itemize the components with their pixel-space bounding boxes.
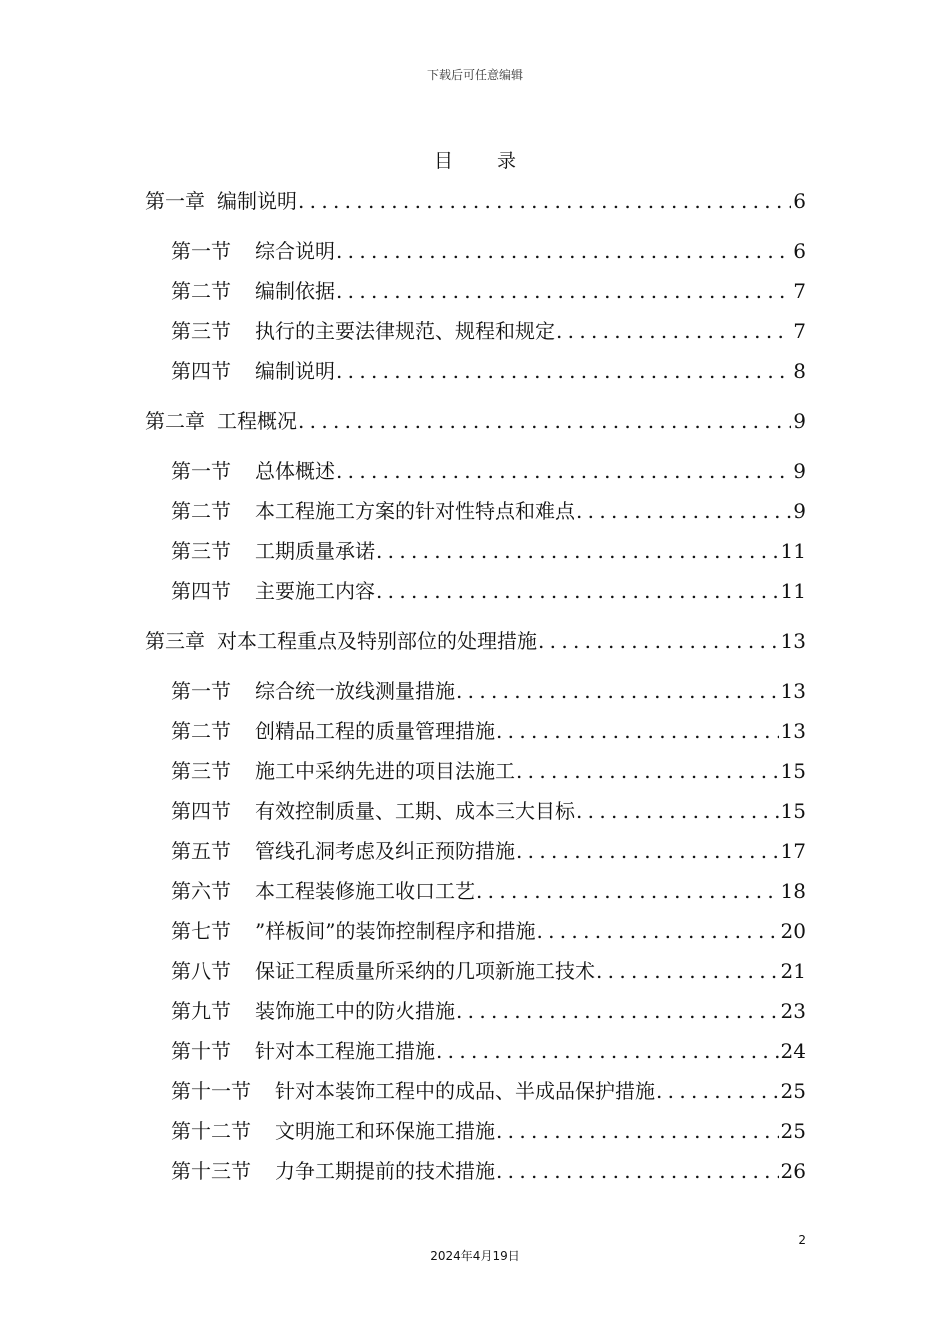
toc-section-entry[interactable]	[171, 757, 806, 785]
toc-entry-page: 13	[780, 629, 806, 653]
toc-entry-title: 执行的主要法律规范、规程和规定	[255, 319, 555, 343]
toc-entry-title: 编制依据	[255, 279, 335, 303]
toc-dot-leader	[336, 237, 791, 265]
toc-dot-leader	[376, 537, 779, 565]
toc-entry-title: 装饰施工中的防火措施	[255, 999, 455, 1023]
toc-entry-number: 第五节	[171, 839, 231, 863]
toc-entry-title: 文明施工和环保施工措施	[275, 1119, 495, 1143]
toc-section-entry[interactable]	[171, 537, 806, 565]
toc-entry-page: 6	[793, 239, 806, 263]
toc-entry-title: 管线孔洞考虑及纠正预防措施	[255, 839, 515, 863]
toc-entry-title: 综合统一放线测量措施	[255, 679, 455, 703]
toc-dot-leader	[576, 497, 791, 525]
toc-entry-page: 11	[780, 539, 806, 563]
toc-dot-leader	[516, 757, 779, 785]
toc-entry-number: 第十一节	[171, 1079, 251, 1103]
toc-dot-leader	[496, 1157, 779, 1185]
toc-section-entry[interactable]	[171, 957, 806, 985]
toc-section-entry[interactable]	[171, 1157, 806, 1185]
toc-entry-page: 25	[780, 1119, 806, 1143]
toc-entry-title: 工程概况	[217, 409, 297, 433]
toc-title: 目录	[433, 150, 560, 172]
toc-entry-title: 针对本装饰工程中的成品、半成品保护措施	[275, 1079, 655, 1103]
toc-section-entry[interactable]	[171, 717, 806, 745]
toc-entry-page: 18	[780, 879, 806, 903]
toc-entry-page: 9	[793, 459, 806, 483]
footer-date: 2024年4月19日	[430, 1249, 520, 1263]
toc-entry-number: 第二节	[171, 499, 231, 523]
toc-section-entry[interactable]	[171, 1117, 806, 1145]
toc-entry-number: 第一节	[171, 239, 231, 263]
toc-dot-leader	[436, 1037, 779, 1065]
toc-section-entry[interactable]	[171, 837, 806, 865]
toc-entry-number: 第三章	[145, 629, 205, 653]
toc-entry-title: 针对本工程施工措施	[255, 1039, 435, 1063]
toc-section-entry[interactable]	[171, 497, 806, 525]
toc-entry-number: 第三节	[171, 319, 231, 343]
toc-section-entry[interactable]	[171, 357, 806, 385]
toc-section-entry[interactable]	[171, 797, 806, 825]
toc-dot-leader	[556, 317, 791, 345]
toc-entry-title: 对本工程重点及特别部位的处理措施	[217, 629, 537, 653]
toc-entry-number: 第二节	[171, 279, 231, 303]
toc-dot-leader	[456, 677, 779, 705]
toc-entry-title: 有效控制质量、工期、成本三大目标	[255, 799, 575, 823]
toc-entry-number: 第六节	[171, 879, 231, 903]
toc-entry-title: 保证工程质量所采纳的几项新施工技术	[255, 959, 595, 983]
toc-entry-page: 25	[780, 1079, 806, 1103]
toc-entry-page: 20	[780, 919, 806, 943]
toc-section-entry[interactable]	[171, 917, 806, 945]
toc-entry-number: 第九节	[171, 999, 231, 1023]
toc-entry-number: 第四节	[171, 799, 231, 823]
toc-dot-leader	[476, 877, 779, 905]
toc-entry-title: ”样板间”的装饰控制程序和措施	[255, 919, 536, 943]
toc-entry-page: 6	[793, 189, 806, 213]
toc-section-entry[interactable]	[171, 457, 806, 485]
toc-chapter-entry[interactable]	[145, 407, 806, 435]
toc-entry-page: 13	[780, 719, 806, 743]
toc-entry-title: 综合说明	[255, 239, 335, 263]
toc-entry-page: 13	[780, 679, 806, 703]
toc-entry-page: 15	[780, 799, 806, 823]
toc-entry-page: 26	[780, 1159, 806, 1183]
toc-entry-title: 主要施工内容	[255, 579, 375, 603]
toc-entry-page: 7	[793, 319, 806, 343]
toc-entry-title: 本工程装修施工收口工艺	[255, 879, 475, 903]
toc-section-entry[interactable]	[171, 1037, 806, 1065]
toc-dot-leader	[656, 1077, 779, 1105]
toc-dot-leader	[496, 717, 779, 745]
toc-section-entry[interactable]	[171, 317, 806, 345]
toc-dot-leader	[596, 957, 779, 985]
toc-dot-leader	[516, 837, 779, 865]
toc-entry-page: 11	[780, 579, 806, 603]
toc-dot-leader	[536, 917, 778, 945]
toc-section-entry[interactable]	[171, 1077, 806, 1105]
toc-dot-leader	[576, 797, 779, 825]
toc-entry-number: 第十节	[171, 1039, 231, 1063]
toc-dot-leader	[376, 577, 779, 605]
toc-dot-leader	[336, 357, 791, 385]
toc-entry-number: 第四节	[171, 359, 231, 383]
toc-entry-page: 23	[780, 999, 806, 1023]
toc-dot-leader	[336, 457, 791, 485]
toc-section-entry[interactable]	[171, 577, 806, 605]
toc-entry-page: 15	[780, 759, 806, 783]
toc-entry-title: 创精品工程的质量管理措施	[255, 719, 495, 743]
toc-entry-title: 编制说明	[255, 359, 335, 383]
toc-entry-page: 9	[793, 499, 806, 523]
toc-entry-title: 总体概述	[255, 459, 335, 483]
toc-entry-title: 施工中采纳先进的项目法施工	[255, 759, 515, 783]
toc-entry-page: 17	[780, 839, 806, 863]
toc-entry-number: 第二章	[145, 409, 205, 433]
toc-entry-number: 第四节	[171, 579, 231, 603]
toc-chapter-entry[interactable]	[145, 187, 806, 215]
toc-section-entry[interactable]	[171, 277, 806, 305]
toc-entry-number: 第十三节	[171, 1159, 251, 1183]
toc-entry-number: 第一章	[145, 189, 205, 213]
toc-dot-leader	[298, 407, 791, 435]
toc-section-entry[interactable]	[171, 677, 806, 705]
toc-dot-leader	[496, 1117, 779, 1145]
header-note: 下载后可任意编辑	[426, 68, 523, 82]
toc-entry-page: 7	[793, 279, 806, 303]
toc-section-entry[interactable]	[171, 877, 806, 905]
toc-dot-leader	[456, 997, 779, 1025]
toc-entry-title: 本工程施工方案的针对性特点和难点	[255, 499, 575, 523]
toc-section-entry[interactable]	[171, 997, 806, 1025]
toc-entry-page: 21	[780, 959, 806, 983]
toc-entry-number: 第八节	[171, 959, 231, 983]
toc-entry-title: 工期质量承诺	[255, 539, 375, 563]
toc-entry-page: 8	[793, 359, 806, 383]
toc-dot-leader	[298, 187, 791, 215]
toc-entry-number: 第三节	[171, 759, 231, 783]
toc-dot-leader	[336, 277, 791, 305]
toc-entry-title: 编制说明	[217, 189, 297, 213]
toc-chapter-entry[interactable]	[145, 627, 806, 655]
toc-entry-page: 24	[780, 1039, 806, 1063]
toc-section-entry[interactable]	[171, 237, 806, 265]
toc-entry-number: 第一节	[171, 459, 231, 483]
toc-entry-number: 第三节	[171, 539, 231, 563]
toc-entry-number: 第二节	[171, 719, 231, 743]
toc-entry-number: 第一节	[171, 679, 231, 703]
toc-entry-number: 第十二节	[171, 1119, 251, 1143]
toc-entry-number: 第七节	[171, 919, 231, 943]
toc-entry-title: 力争工期提前的技术措施	[275, 1159, 495, 1183]
page-number: 2	[798, 1233, 806, 1247]
toc-dot-leader	[538, 627, 779, 655]
toc-entry-page: 9	[793, 409, 806, 433]
